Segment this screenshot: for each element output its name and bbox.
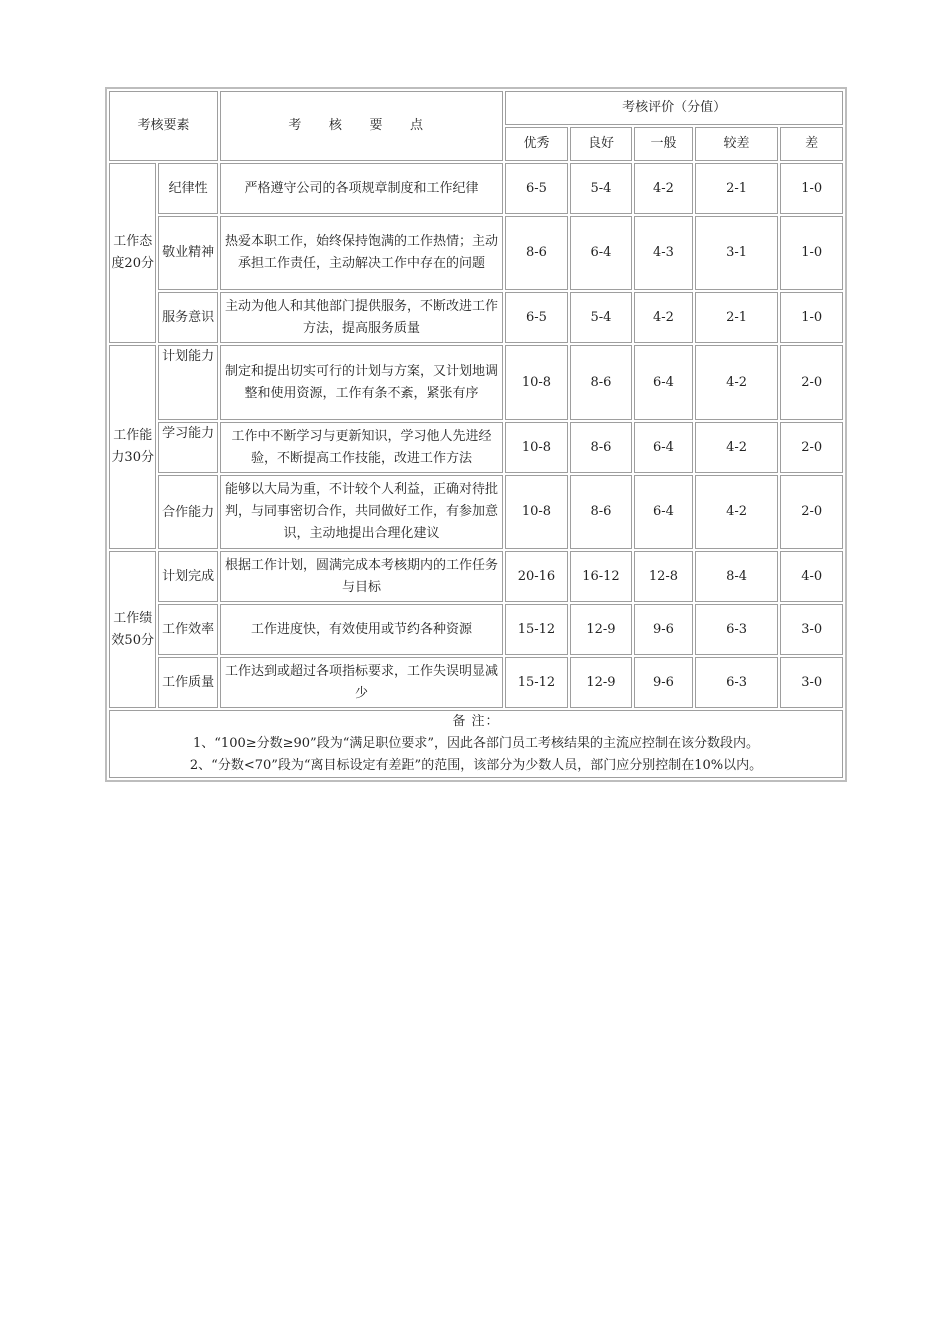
score-cell: 1-0 <box>780 216 843 290</box>
score-cell: 12-8 <box>634 551 692 602</box>
score-cell: 12-9 <box>570 657 633 708</box>
score-cell: 8-6 <box>570 345 633 420</box>
score-cell: 10-8 <box>505 345 568 420</box>
note-line-1: 1、“100≥分数≥90”段为“满足职位要求”，因此各部门员工考核结果的主流应控制在该分数段内。 <box>193 736 759 751</box>
evaluation-sheet <box>105 87 847 782</box>
score-cell: 6-3 <box>695 604 779 655</box>
score-cell: 4-2 <box>695 475 779 549</box>
notes-cell <box>109 710 843 778</box>
score-cell: 10-8 <box>505 422 568 473</box>
score-cell: 16-12 <box>570 551 633 602</box>
header-factor: 考核要素 <box>109 91 218 161</box>
score-cell: 15-12 <box>505 657 568 708</box>
item-cell: 工作效率 <box>158 604 218 655</box>
score-cell: 8-4 <box>695 551 779 602</box>
item-cell: 纪律性 <box>158 163 218 214</box>
header-row-1 <box>109 91 843 125</box>
score-cell: 6-4 <box>634 422 692 473</box>
score-cell: 8-6 <box>505 216 568 290</box>
grade-average: 一般 <box>634 127 692 161</box>
score-cell: 2-1 <box>695 292 779 343</box>
score-cell: 4-2 <box>634 163 692 214</box>
score-cell: 5-4 <box>570 292 633 343</box>
desc-cell: 工作进度快，有效使用或节约各种资源 <box>220 604 503 655</box>
score-cell: 4-2 <box>695 422 779 473</box>
score-cell: 6-4 <box>634 475 692 549</box>
grade-excellent: 优秀 <box>505 127 568 161</box>
score-cell: 12-9 <box>570 604 633 655</box>
grade-poor: 较差 <box>695 127 779 161</box>
score-cell: 10-8 <box>505 475 568 549</box>
item-cell: 计划能力 <box>158 345 218 420</box>
score-cell: 1-0 <box>780 163 843 214</box>
item-cell: 工作质量 <box>158 657 218 708</box>
score-cell: 8-6 <box>570 475 633 549</box>
score-cell: 8-6 <box>570 422 633 473</box>
desc-cell: 根据工作计划，圆满完成本考核期内的工作任务与目标 <box>220 551 503 602</box>
table-row <box>109 216 843 290</box>
desc-cell: 热爱本职工作，始终保持饱满的工作热情；主动承担工作责任，主动解决工作中存在的问题 <box>220 216 503 290</box>
header-evaluation: 考核评价（分值） <box>505 91 843 125</box>
desc-cell: 主动为他人和其他部门提供服务，不断改进工作方法，提高服务质量 <box>220 292 503 343</box>
score-cell: 2-0 <box>780 345 843 420</box>
item-cell: 学习能力 <box>158 422 218 473</box>
category-cell: 工作能力30分 <box>109 345 156 549</box>
evaluation-table <box>105 87 847 782</box>
item-cell: 服务意识 <box>158 292 218 343</box>
header-points: 考 核 要 点 <box>220 91 503 161</box>
score-cell: 3-0 <box>780 657 843 708</box>
score-cell: 20-16 <box>505 551 568 602</box>
score-cell: 6-3 <box>695 657 779 708</box>
score-cell: 3-1 <box>695 216 779 290</box>
score-cell: 15-12 <box>505 604 568 655</box>
desc-cell: 能够以大局为重，不计较个人利益，正确对待批判，与同事密切合作，共同做好工作，有参加意识，主动地提出合理化建议 <box>220 475 503 549</box>
score-cell: 3-0 <box>780 604 843 655</box>
table-row <box>109 292 843 343</box>
score-cell: 9-6 <box>634 657 692 708</box>
table-row <box>109 345 843 420</box>
score-cell: 6-4 <box>570 216 633 290</box>
item-cell: 敬业精神 <box>158 216 218 290</box>
table-row <box>109 163 843 214</box>
category-cell: 工作绩效50分 <box>109 551 156 708</box>
score-cell: 4-2 <box>695 345 779 420</box>
table-body <box>109 91 843 778</box>
score-cell: 2-0 <box>780 422 843 473</box>
score-cell: 6-4 <box>634 345 692 420</box>
grade-bad: 差 <box>780 127 843 161</box>
table-row <box>109 551 843 602</box>
note-line-2: 2、“分数<70”段为“离目标设定有差距”的范围，该部分为少数人员，部门应分别控制在10%以内。 <box>189 758 763 773</box>
table-row <box>109 604 843 655</box>
notes-title: 备 注： <box>452 714 500 729</box>
desc-cell: 严格遵守公司的各项规章制度和工作纪律 <box>220 163 503 214</box>
score-cell: 1-0 <box>780 292 843 343</box>
score-cell: 5-4 <box>570 163 633 214</box>
table-row <box>109 475 843 549</box>
item-cell: 合作能力 <box>158 475 218 549</box>
score-cell: 4-3 <box>634 216 692 290</box>
grade-good: 良好 <box>570 127 633 161</box>
score-cell: 6-5 <box>505 163 568 214</box>
score-cell: 9-6 <box>634 604 692 655</box>
table-row <box>109 422 843 473</box>
score-cell: 6-5 <box>505 292 568 343</box>
desc-cell: 工作中不断学习与更新知识，学习他人先进经验，不断提高工作技能，改进工作方法 <box>220 422 503 473</box>
item-cell: 计划完成 <box>158 551 218 602</box>
notes-row <box>109 710 843 778</box>
score-cell: 4-0 <box>780 551 843 602</box>
desc-cell: 制定和提出切实可行的计划与方案，又计划地调整和使用资源，工作有条不紊，紧张有序 <box>220 345 503 420</box>
table-row <box>109 657 843 708</box>
category-cell: 工作态度20分 <box>109 163 156 343</box>
score-cell: 2-0 <box>780 475 843 549</box>
score-cell: 4-2 <box>634 292 692 343</box>
score-cell: 2-1 <box>695 163 779 214</box>
desc-cell: 工作达到或超过各项指标要求，工作失误明显减少 <box>220 657 503 708</box>
